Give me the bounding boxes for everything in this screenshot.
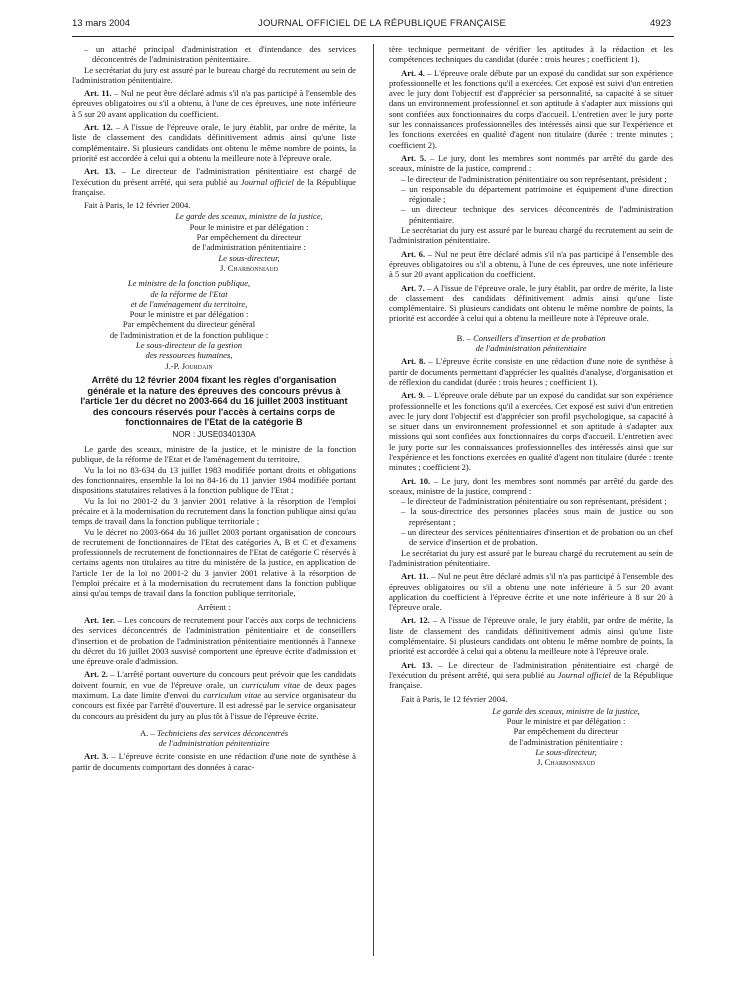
article-3: Art. 3. – L'épreuve écrite consiste en une rédaction d'une note de synthèse à partir de documents comportant des données à carac- bbox=[72, 751, 356, 772]
arretent: Arrêtent : bbox=[197, 601, 231, 612]
signatory-name: J. Charbonniaud bbox=[219, 262, 279, 273]
nor-reference: NOR : JUSE0340130A bbox=[172, 429, 256, 439]
article-11: Art. 11. – Nul ne peut être déclaré admis s'il n'a pas participé à l'ensemble des épreuves obligatoires ou s'il a obtenu, à l'une de ces épreuves, une note inférieure à 5 sur 20 avant application du coefficient. bbox=[72, 88, 357, 119]
list-item: – un responsable du département patrimoine et équipement d'une direction régionale ; bbox=[401, 183, 673, 205]
article-7: Art. 7. – A l'issue de l'épreuve orale, le jury établit, par ordre de mérite, la liste de classement des candidats définitivement admis ainsi qu'une liste complémentaire. Si plusieurs candidats ont obtenu le même nombre de points, la priorité est accordée à celui qui a obtenu la meilleure note à l'épreuve orale. bbox=[389, 282, 673, 324]
section-heading: B. – Conseillers d'insertion et de probation de l'administration pénitentiaire bbox=[456, 332, 606, 354]
article-label: Art. 3. bbox=[84, 751, 109, 762]
left-column bbox=[72, 44, 356, 772]
article-label: Art. 5. bbox=[401, 152, 427, 163]
signature-date: Fait à Paris, le 12 février 2004. bbox=[401, 693, 508, 704]
signature-block: Le ministre de la fonction publique, de la réforme de l'Etat et de l'aménagement du territoire, Pour le ministre et par délégation : Par empêchement du directeur général de l'administration et de la fonction publique : Le sous-directeur de la gestion des ressources humaines, J.-P. Jourdain bbox=[72, 278, 356, 371]
paragraph: Le secrétariat du jury est assuré par le bureau chargé du recrutement au sein de l'administration pénitentiaire. bbox=[72, 64, 356, 85]
article-label: Art. 11. bbox=[401, 571, 429, 582]
article-label: Art. 13. bbox=[84, 166, 116, 177]
signature-block: Le garde des sceaux, ministre de la justice, Pour le ministre et par délégation : Par empêchement du directeur de l'administration pénitentiaire : Le sous-directeur, J. Charbonniaud bbox=[389, 706, 673, 768]
article-12: Art. 12. – A l'issue de l'épreuve orale, le jury établit, par ordre de mérite, la liste de classement des candidats définitivement admis ainsi qu'une liste complémentaire. Si plusieurs candidats ont obtenu le même nombre de points, la priorité est accordée à celui qui a obtenu la meilleure note à l'épreuve orale. bbox=[72, 122, 356, 163]
list-item: – le directeur de l'administration pénitentiaire ou son représentant, président ; bbox=[401, 496, 667, 507]
paragraph: Vu la loi no 83-634 du 13 juillet 1983 modifiée portant droits et obligations des fonctionnaires, ensemble la loi no 84-16 du 11 janvier 1984 modifiée portant dispositions statutaires relatives à la fonction publique de l'Etat ; bbox=[72, 464, 356, 496]
list-item: – un directeur des services pénitentiaires d'insertion et de probation ou un chef de service d'insertion et de probation. bbox=[401, 527, 673, 548]
paragraph: Le secrétariat du jury est assuré par le bureau chargé du recrutement au sein de l'administration pénitentiaire. bbox=[389, 547, 673, 568]
article-label: Art. 1er. bbox=[84, 614, 115, 625]
article-13: Art. 13. – Le directeur de l'administration pénitentiaire est chargé de l'exécution du présent arrêté, qui sera publié au Journal officiel de la République française. bbox=[72, 166, 357, 197]
article-4: Art. 4. – L'épreuve orale débute par un exposé du candidat sur son expérience professionnelle et les fonctions qu'il a exercées. Cet exposé est suivi d'un entretien avec le jury dont l'objectif est d'apprécier sa personnalité, sa capacité à se situer dans un environnement professionnel et son aptitude à s'adapter aux missions qui sont confiées aux fonctionnaires du corps d'accueil. L'entretien avec le jury porte sur les connaissances professionnelles des intéressés ainsi que sur l'expérience et les fonctions exercées en qualité d'agent non titulaire (durée : trente minutes ; coefficient 2). bbox=[389, 67, 673, 150]
page-number: 4923 bbox=[650, 18, 672, 29]
article-label: Art. 12. bbox=[84, 122, 113, 133]
article-2: Art. 2. – L'arrêté portant ouverture du concours peut prévoir que les candidats doivent fournir, en vue de l'épreuve orale, un curriculum vitae de deux pages maximum. La date limite d'envoi du curriculum vitae au service organisateur du concours est fixée par l'arrêté d'ouverture. Il est adressé par le service organisateur du concours au président du jury au plus tôt à l'issue de l'épreuve écrite. bbox=[72, 669, 356, 721]
page-header bbox=[0, 18, 748, 32]
article-10: Art. 10. – Le jury, dont les membres sont nommés par arrêté du garde des sceaux, ministre de la justice, comprend : bbox=[389, 475, 674, 496]
article-6: Art. 6. – Nul ne peut être déclaré admis s'il n'a pas participé à l'ensemble des épreuves obligatoires ou s'il a obtenu, à l'une de ces épreuves, une note inférieure à 5 sur 20 avant application du coefficient. bbox=[389, 248, 673, 280]
article-1: Art. 1er. – Les concours de recrutement pour l'accès aux corps de techniciens des services déconcentrés de l'administration pénitentiaire et de conseillers d'insertion et de probation de l'administration pénitentiaire mentionnés à l'annexe du décret du 16 juillet 2003 susvisé comportent une épreuve écrite d'admission et une épreuve orale d'admission. bbox=[72, 614, 357, 667]
journal-title: JOURNAL OFFICIEL DE LA RÉPUBLIQUE FRANÇAISE bbox=[258, 18, 507, 29]
article-11: Art. 11. – Nul ne peut être déclaré admis s'il n'a pas participé à l'ensemble des épreuves obligatoires ou s'il a obtenu une note inférieure à 5 sur 20 avant application du coefficient à l'épreuve écrite et une note inférieure à 8 sur 20 à l'épreuve orale. bbox=[389, 571, 674, 613]
list-item: – le directeur de l'administration pénitentiaire ou son représentant, président ; bbox=[401, 173, 667, 184]
article-label: Art. 11. bbox=[84, 88, 112, 99]
article-13: Art. 13. – Le directeur de l'administration pénitentiaire est chargé de l'exécution du présent arrêté, qui sera publié au Journal officiel de la République française. bbox=[389, 659, 674, 691]
article-8: Art. 8. – L'épreuve écrite consiste en une rédaction d'une note de synthèse à partir de documents permettant d'apprécier les qualités d'analyse, d'organisation et de réflexion du candidat (durée : trois heures ; coefficient 1). bbox=[389, 356, 673, 387]
article-12: Art. 12. – A l'issue de l'épreuve orale, le jury établit, par ordre de mérite, la liste de classement des candidats définitivement admis ainsi qu'une liste complémentaire. Si plusieurs candidats ont obtenu le même nombre de points, la priorité est accordée à celui qui a obtenu la meilleure note à l'épreuve orale. bbox=[389, 615, 673, 657]
article-label: Art. 12. bbox=[401, 615, 430, 626]
paragraph: Vu le décret no 2003-664 du 16 juillet 2003 portant organisation de concours de recrutement de fonctionnaires de l'Etat des catégories A, B et C et d'examens professionnels de recrutement de fonctionnaires de l'Etat de catégorie C réservés à certains agents non titulaires au titre du ministère de la justice, en application de l'article 1er de la loi no 2001-2 du 3 janvier 2001 relative à la résorption de l'emploi précaire et à la modernisation du recrutement dans la fonction publique ainsi qu'au temps de travail dans la fonction publique territoriale, bbox=[72, 526, 356, 599]
article-label: Art. 9. bbox=[401, 390, 425, 401]
signatory-name: J. Charbonniaud bbox=[536, 757, 596, 768]
paragraph: Vu la loi no 2001-2 du 3 janvier 2001 relative à la résorption de l'emploi précaire et à la modernisation du recrutement dans la fonction publique ainsi qu'au temps de travail dans la fonction publique territoriale ; bbox=[72, 495, 356, 527]
article-9: Art. 9. – L'épreuve orale débute par un exposé du candidat sur son expérience professionnelle et les fonctions qu'il a exercées. Cet exposé est suivi d'un entretien avec le jury dont l'objectif est d'apprécier son profil psychologique, sa capacité à se situer dans un environnement professionnel et son aptitude à s'adapter aux missions qui sont confiées aux fonctionnaires du corps d'accueil. L'entretien avec le jury porte sur les connaissances professionnelles des intéressés ainsi que sur l'expérience et les fonctions exercées en qualité d'agent non titulaire (durée : trente minutes ; coefficient 2). bbox=[389, 390, 673, 473]
column-divider bbox=[373, 44, 374, 956]
article-label: Art. 10. bbox=[401, 475, 431, 486]
article-label: Art. 7. bbox=[401, 282, 425, 293]
decree-title: Arrêté du 12 février 2004 fixant les règles d'organisation générale et la nature des épreuves des concours prévus à l'article 1er du décret no 2003-664 du 16 juillet 2003 instituant des concours réservés pour l'accès à certains corps de fonctionnaires de l'Etat de la catégorie B bbox=[80, 374, 348, 428]
list-item: – un directeur technique des services déconcentrés de l'administration pénitentiaire. bbox=[401, 204, 673, 225]
article-5: Art. 5. – Le jury, dont les membres sont nommés par arrêté du garde des sceaux, ministre de la justice, comprend : bbox=[389, 152, 674, 174]
article-label: Art. 8. bbox=[401, 356, 426, 367]
signature-date: Fait à Paris, le 12 février 2004. bbox=[84, 200, 191, 211]
signatory-name: J.-P. Jourdain bbox=[165, 360, 213, 371]
header-rule bbox=[72, 36, 674, 37]
paragraph: Le garde des sceaux, ministre de la justice, et le ministre de la fonction publique, de la réforme de l'Etat et de l'aménagement du territoire, bbox=[72, 444, 356, 465]
list-item: – la sous-directrice des personnes placées sous main de justice ou son représentant ; bbox=[401, 506, 673, 527]
article-label: Art. 2. bbox=[84, 669, 108, 680]
paragraph: tère technique permettant de vérifier les aptitudes à la rédaction et les compétences techniques du candidat (durée : trois heures ; coefficient 1). bbox=[389, 44, 673, 65]
issue-date: 13 mars 2004 bbox=[72, 18, 131, 29]
section-heading: A. – Techniciens des services déconcentrés de l'administration pénitentiaire bbox=[139, 727, 289, 749]
paragraph: Le secrétariat du jury est assuré par le bureau chargé du recrutement au sein de l'administration pénitentiaire. bbox=[389, 225, 673, 246]
right-column bbox=[389, 44, 673, 768]
article-label: Art. 4. bbox=[401, 67, 425, 78]
article-label: Art. 13. bbox=[401, 659, 433, 670]
list-item: – un attaché principal d'administration et d'intendance des services déconcentrés de l'administration pénitentiaire. bbox=[84, 44, 356, 65]
article-label: Art. 6. bbox=[401, 248, 426, 259]
signature-block: Le garde des sceaux, ministre de la justice, Pour le ministre et par délégation : Par empêchement du directeur de l'administration pénitentiaire : Le sous-directeur, J. Charbonniaud bbox=[72, 211, 356, 273]
